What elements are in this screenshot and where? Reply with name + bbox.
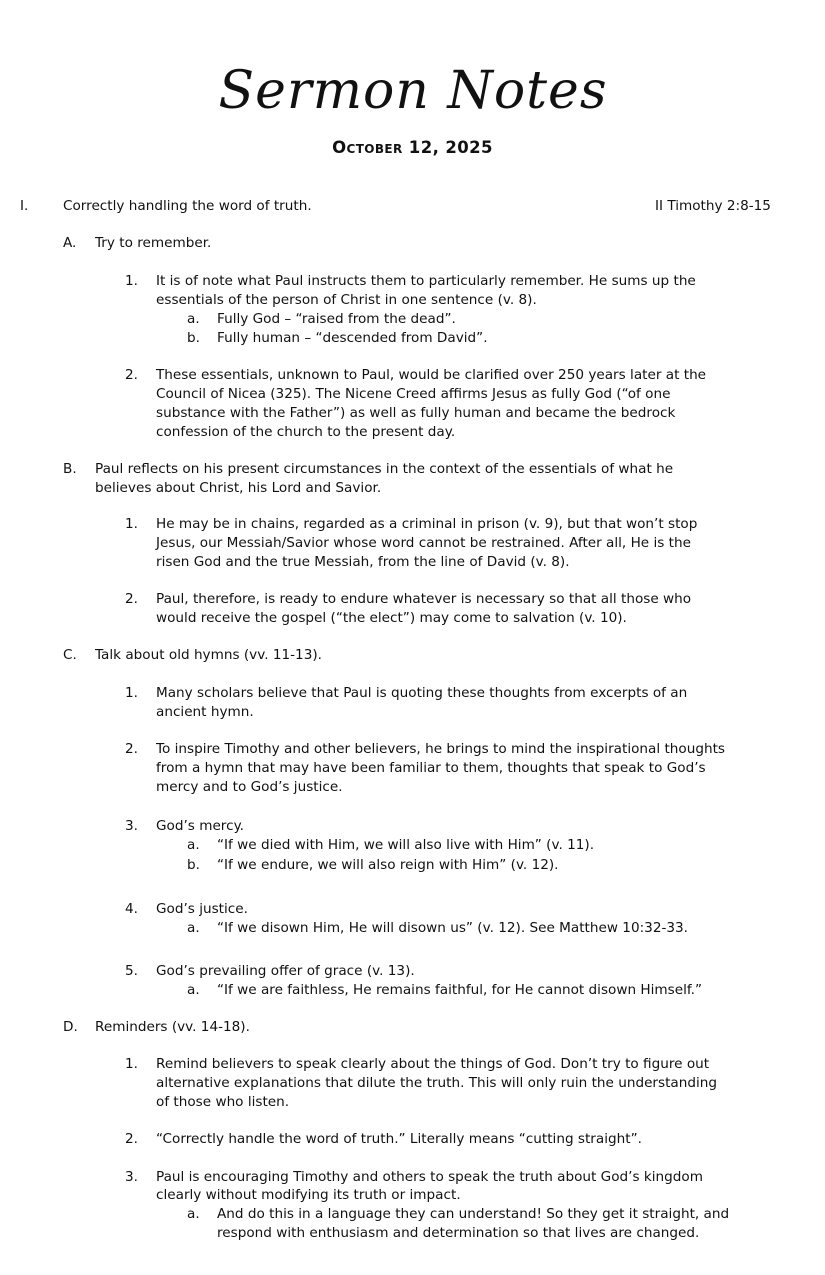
scripture-reference: II Timothy 2:8-15	[655, 198, 771, 214]
outline-letter-d: D.	[63, 1019, 78, 1035]
point-line: Many scholars believe that Paul is quoting these thoughts from excerpts of an	[156, 685, 688, 701]
outline-heading-a: Try to remember.	[95, 235, 212, 251]
point-line: Paul, therefore, is ready to endure whatever is necessary so that all those who	[156, 591, 692, 607]
point-line: It is of note what Paul instructs them to particularly remember. He sums up the	[156, 273, 696, 289]
point-line: God’s prevailing offer of grace (v. 13).	[156, 963, 415, 979]
point-line: risen God and the true Messiah, from the line of David (v. 8).	[156, 554, 570, 570]
sub-letter: b.	[187, 330, 200, 346]
point-line: ancient hymn.	[156, 704, 254, 720]
point-number: 3.	[125, 1169, 138, 1185]
point-line: “Correctly handle the word of truth.” Literally means “cutting straight”.	[156, 1131, 642, 1147]
title-script	[0, 52, 825, 124]
point-number: 1.	[125, 273, 138, 289]
point-line: from a hymn that may have been familiar to them, thoughts that speak to God’s	[156, 760, 706, 776]
sub-point-line: And do this in a language they can understand! So they get it straight, and	[217, 1206, 730, 1222]
sub-point-line: respond with enthusiasm and determination so that lives are changed.	[217, 1225, 700, 1241]
point-line: of those who listen.	[156, 1094, 290, 1110]
point-line: clearly without modifying its truth or impact.	[156, 1187, 461, 1203]
sub-letter: a.	[187, 920, 200, 936]
sub-point-text: “If we are faithless, He remains faithful, for He cannot disown Himself.”	[217, 982, 703, 998]
point-line: confession of the church to the present day.	[156, 424, 456, 440]
point-number: 4.	[125, 901, 138, 917]
point-line: alternative explanations that dilute the truth. This will only ruin the understanding	[156, 1075, 718, 1091]
point-line: would receive the gospel (“the elect”) may come to salvation (v. 10).	[156, 610, 627, 626]
sub-letter: b.	[187, 857, 200, 873]
point-line: God’s mercy.	[156, 818, 244, 834]
point-line: Council of Nicea (325). The Nicene Creed affirms Jesus as fully God (“of one	[156, 386, 671, 402]
outline-letter-a: A.	[63, 235, 77, 251]
outline-line-b: Paul reflects on his present circumstances in the context of the essentials of what he	[95, 461, 674, 477]
point-line: Paul is encouraging Timothy and others to speak the truth about God’s kingdom	[156, 1169, 703, 1185]
sub-letter: a.	[187, 837, 200, 853]
point-line: To inspire Timothy and other believers, he brings to mind the inspirational thoughts	[156, 741, 726, 757]
sub-letter: a.	[187, 1206, 200, 1222]
document-title	[0, 52, 825, 124]
point-line: mercy and to God’s justice.	[156, 779, 343, 795]
sub-point-text: Fully human – “descended from David”.	[217, 330, 488, 346]
point-number: 2.	[125, 1131, 138, 1147]
point-number: 2.	[125, 741, 138, 757]
point-line: essentials of the person of Christ in one sentence (v. 8).	[156, 292, 537, 308]
section-numeral: I.	[20, 198, 29, 214]
point-number: 1.	[125, 685, 138, 701]
sermon-date: October 12, 2025	[332, 138, 493, 157]
sub-point-text: “If we endure, we will also reign with Him” (v. 12).	[217, 857, 559, 873]
point-number: 3.	[125, 818, 138, 834]
point-line: God’s justice.	[156, 901, 248, 917]
point-number: 1.	[125, 1056, 138, 1072]
section-heading: Correctly handling the word of truth.	[63, 198, 312, 214]
point-line: Jesus, our Messiah/Savior whose word cannot be restrained. After all, He is the	[156, 535, 691, 551]
outline-letter-c: C.	[63, 647, 77, 663]
point-line: Remind believers to speak clearly about the things of God. Don’t try to figure out	[156, 1056, 710, 1072]
point-line: These essentials, unknown to Paul, would be clarified over 250 years later at the	[156, 367, 707, 383]
outline-heading-d: Reminders (vv. 14-18).	[95, 1019, 250, 1035]
point-line: substance with the Father”) as well as fully human and became the bedrock	[156, 405, 676, 421]
point-number: 2.	[125, 367, 138, 383]
outline-line-b: believes about Christ, his Lord and Savior.	[95, 480, 382, 496]
point-line: He may be in chains, regarded as a criminal in prison (v. 9), but that won’t stop	[156, 516, 698, 532]
point-number: 1.	[125, 516, 138, 532]
point-number: 2.	[125, 591, 138, 607]
sub-point-text: “If we died with Him, we will also live with Him” (v. 11).	[217, 837, 595, 853]
outline-letter-b: B.	[63, 461, 77, 477]
title-text: Sermon Notes	[218, 61, 608, 121]
sub-point-text: “If we disown Him, He will disown us” (v. 12). See Matthew 10:32-33.	[217, 920, 688, 936]
point-number: 5.	[125, 963, 138, 979]
sub-letter: a.	[187, 982, 200, 998]
outline-heading-c: Talk about old hymns (vv. 11-13).	[95, 647, 322, 663]
sub-point-text: Fully God – “raised from the dead”.	[217, 311, 456, 327]
sub-letter: a.	[187, 311, 200, 327]
